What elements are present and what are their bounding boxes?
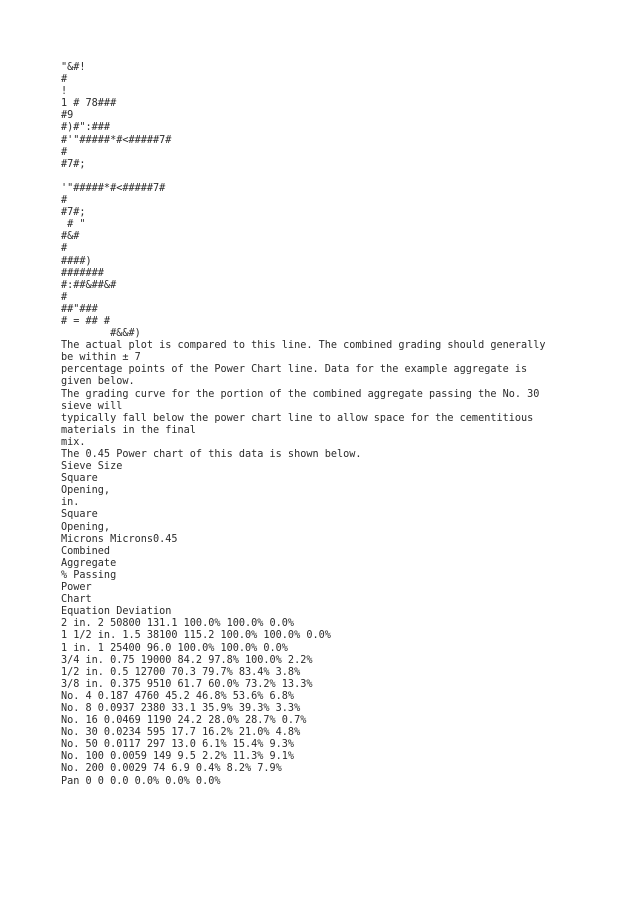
garbled-line: ####### <box>61 267 104 279</box>
paragraph-line: The actual plot is compared to this line. The combined grading should generally <box>61 340 546 352</box>
garbled-line: 1 # 78### <box>61 98 117 110</box>
table-row: 3/4 in. 0.75 19000 84.2 97.8% 100.0% 2.2% <box>61 654 313 666</box>
explanation-paragraph <box>61 340 601 461</box>
table-row: 1 1/2 in. 1.5 38100 115.2 100.0% 100.0% 0.0% <box>61 630 331 642</box>
garbled-line: '"#####*#<#####7# <box>61 182 166 194</box>
table-header-line: Square <box>61 473 98 485</box>
table-row: 3/8 in. 0.375 9510 61.7 60.0% 73.2% 13.3% <box>61 678 313 690</box>
garbled-line: #&&#) <box>61 328 141 340</box>
table-header-line: Opening, <box>61 521 111 533</box>
garbled-line: # <box>61 243 68 255</box>
garbled-line: ##"### <box>61 303 98 315</box>
table-header-line: Power <box>61 582 92 594</box>
garbled-block <box>61 183 601 340</box>
table-headers <box>61 461 601 618</box>
table-header-line: Opening, <box>61 485 111 497</box>
paragraph-line: percentage points of the Power Chart line. Data for the example aggregate is <box>61 364 528 376</box>
garbled-line: ! <box>61 86 68 98</box>
table-row: No. 8 0.0937 2380 33.1 35.9% 39.3% 3.3% <box>61 702 301 714</box>
table-header-line: Microns Microns0.45 <box>61 533 178 545</box>
table-row: Pan 0 0 0.0 0.0% 0.0% 0.0% <box>61 775 221 787</box>
garbled-line: ####) <box>61 255 92 267</box>
table-row: No. 30 0.0234 595 17.7 16.2% 21.0% 4.8% <box>61 727 301 739</box>
garbled-line: # = ## # <box>61 315 111 327</box>
table-header-line: in. <box>61 497 80 509</box>
garbled-line: "&#! <box>61 62 86 73</box>
table-header-line: Aggregate <box>61 557 117 569</box>
garbled-line: #'"#####*#<#####7# <box>61 134 172 146</box>
table-row: No. 200 0.0029 74 6.9 0.4% 8.2% 7.9% <box>61 763 282 775</box>
garbled-line: #)#":### <box>61 122 111 134</box>
table-header-line: % Passing <box>61 569 117 581</box>
paragraph-line: mix. <box>61 436 86 448</box>
paragraph-line: typically fall below the power chart line to allow space for the cementitious <box>61 412 534 424</box>
table-row: 2 in. 2 50800 131.1 100.0% 100.0% 0.0% <box>61 618 295 630</box>
paragraph-line: materials in the final <box>61 424 196 436</box>
table-row: No. 4 0.187 4760 45.2 46.8% 53.6% 6.8% <box>61 690 295 702</box>
garbled-line: # <box>61 146 68 158</box>
document-text <box>61 62 601 788</box>
garbled-line: # <box>61 291 68 303</box>
paragraph-line: given below. <box>61 376 135 388</box>
garbled-line: #:##&##&# <box>61 279 117 291</box>
garbled-line: # <box>61 74 68 86</box>
paragraph-line: The 0.45 Power chart of this data is shown below. <box>61 449 362 460</box>
garbled-line: #9 <box>61 110 74 122</box>
garbled-line: # <box>61 195 68 207</box>
table-header-line: Square <box>61 509 98 521</box>
table-row: No. 100 0.0059 149 9.5 2.2% 11.3% 9.1% <box>61 751 295 763</box>
table-header-line: Chart <box>61 594 92 606</box>
garbled-line: #7#; <box>61 158 86 170</box>
sieve-table-rows <box>61 618 601 787</box>
garbled-line: #7#; <box>61 207 86 219</box>
blank-line <box>61 171 601 183</box>
garbled-header <box>61 62 601 171</box>
table-row: No. 50 0.0117 297 13.0 6.1% 15.4% 9.3% <box>61 739 295 751</box>
table-header-line: Equation Deviation <box>61 606 172 618</box>
garbled-line: # " <box>61 219 86 231</box>
table-row: No. 16 0.0469 1190 24.2 28.0% 28.7% 0.7% <box>61 715 307 727</box>
table-header-line: Sieve Size <box>61 461 123 473</box>
garbled-line: #&# <box>61 231 80 243</box>
table-row: 1/2 in. 0.5 12700 70.3 79.7% 83.4% 3.8% <box>61 666 301 678</box>
paragraph-line: be within ± 7 <box>61 352 141 364</box>
paragraph-line: The grading curve for the portion of the combined aggregate passing the No. 30 <box>61 388 540 400</box>
table-row: 1 in. 1 25400 96.0 100.0% 100.0% 0.0% <box>61 642 288 654</box>
paragraph-line: sieve will <box>61 400 123 412</box>
table-header-line: Combined <box>61 545 111 557</box>
